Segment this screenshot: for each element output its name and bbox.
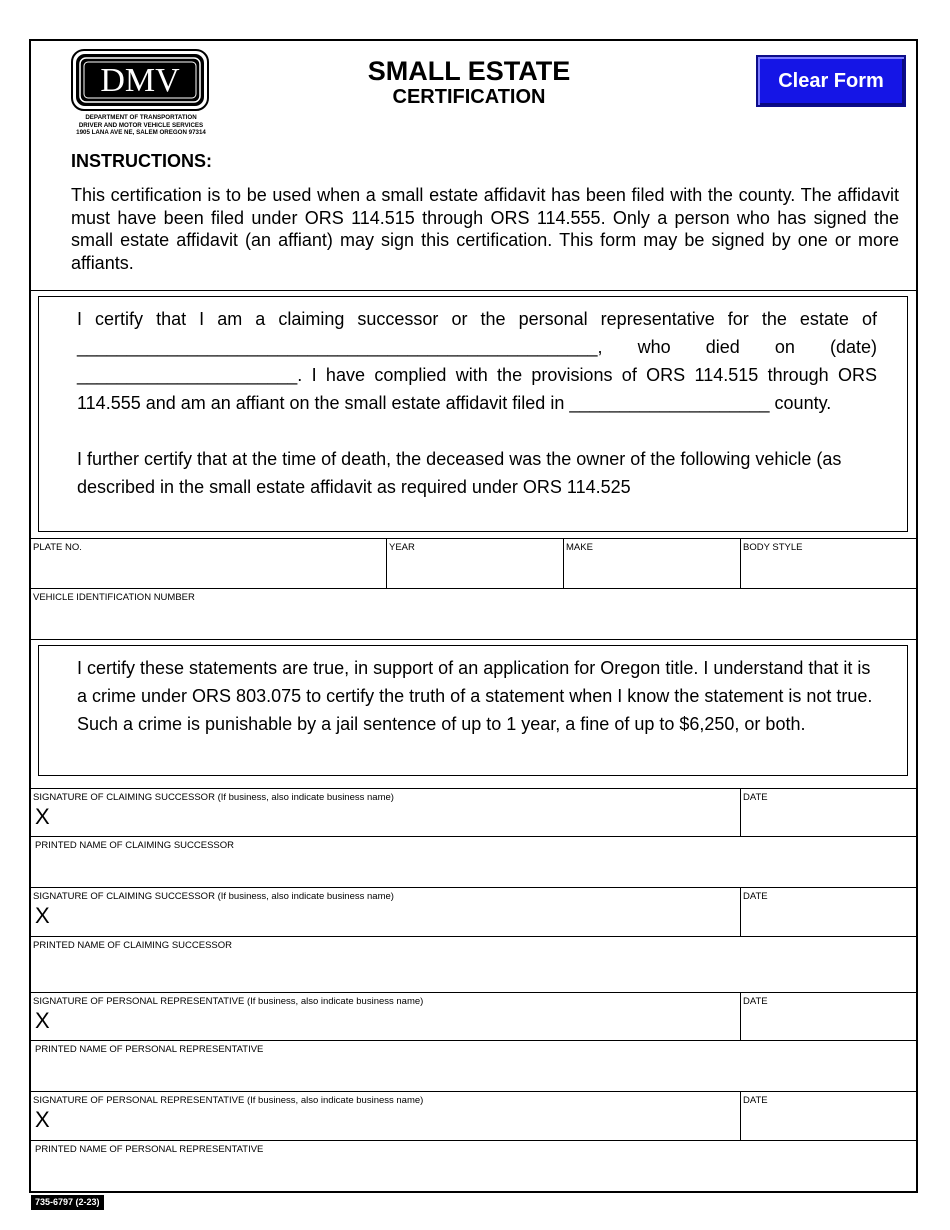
date-field[interactable] (740, 888, 916, 936)
clear-form-button[interactable]: Clear Form (756, 55, 906, 107)
date-field[interactable] (740, 1092, 916, 1140)
date-label: DATE (743, 996, 768, 1007)
printed-name-row (31, 936, 916, 992)
signature-x-mark: X (35, 1107, 50, 1132)
instructions-title: INSTRUCTIONS: (71, 151, 212, 171)
vin-field[interactable] (31, 589, 916, 639)
printed-name-label: PRINTED NAME OF PERSONAL REPRESENTATIVE (35, 1044, 264, 1055)
claiming-successor-printed-name-field[interactable] (31, 837, 916, 887)
date-field[interactable] (740, 993, 916, 1040)
vehicle-row-1 (31, 538, 916, 588)
printed-name-label: PRINTED NAME OF CLAIMING SUCCESSOR (35, 840, 234, 851)
form-number-badge: 735-6797 (2-23) (31, 1195, 104, 1210)
printed-name-label: PRINTED NAME OF CLAIMING SUCCESSOR (33, 940, 232, 951)
certification-paragraph: I certify that I am a claiming successor or the personal representative for the estate of ____________________________________________________, who died on (date) ______________________. I have complied with the provisions of ORS 114.515 through ORS 114.555 and am an affiant on the small estate affidavit filed in ____________________ county. (77, 309, 877, 413)
signature-label: SIGNATURE OF PERSONAL REPRESENTATIVE (If business, also indicate business name) (33, 996, 424, 1007)
printed-name-row (31, 1140, 916, 1191)
ownership-paragraph: I further certify that at the time of death, the deceased was the owner of the following vehicle (as described in the small estate affidavit as required under ORS 114.525 (77, 449, 842, 497)
vin-label: VEHICLE IDENTIFICATION NUMBER (33, 592, 195, 603)
date-label: DATE (743, 891, 768, 902)
printed-name-row (31, 1040, 916, 1091)
certification-box (38, 296, 908, 532)
form-title: SMALL ESTATE (367, 56, 571, 86)
date-label: DATE (743, 1095, 768, 1106)
printed-name-label: PRINTED NAME OF PERSONAL REPRESENTATIVE (35, 1144, 264, 1155)
signature-row (31, 887, 916, 936)
printed-name-row (31, 836, 916, 887)
vehicle-table (31, 538, 916, 639)
personal-representative-signature-field[interactable] (31, 1092, 740, 1140)
personal-representative-signature-field[interactable] (31, 993, 740, 1040)
plate-field[interactable] (31, 539, 386, 588)
logo-text: DMV (100, 62, 180, 99)
form-sheet (29, 39, 918, 1193)
agency-line-2: DRIVER AND MOTOR VEHICLE SERVICES (78, 121, 204, 129)
signature-row (31, 1091, 916, 1140)
agency-line-3: 1905 LANA AVE NE, SALEM OREGON 97314 (76, 129, 206, 137)
make-field[interactable] (563, 539, 740, 588)
personal-representative-printed-name-field[interactable] (31, 1141, 916, 1191)
instructions-text: This certification is to be used when a small estate affidavit has been filed with the county. The affidavit must have been filed under ORS 114.515 through ORS 114.555. Only a person who has signed the small estate affidavit (an affiant) may sign this certification. This form may be signed by one or more affiants. (71, 185, 899, 273)
signature-label: SIGNATURE OF CLAIMING SUCCESSOR (If business, also indicate business name) (33, 792, 394, 803)
claiming-successor-printed-name-field[interactable] (31, 937, 916, 992)
vehicle-row-2 (31, 588, 916, 639)
plate-label: PLATE NO. (33, 542, 82, 553)
signature-x-mark: X (35, 1008, 50, 1033)
make-label: MAKE (566, 542, 593, 553)
agency-line-1: DEPARTMENT OF TRANSPORTATION (85, 114, 197, 121)
signature-x-mark: X (35, 804, 50, 829)
truth-statement-box (38, 645, 908, 776)
claiming-successor-signature-field[interactable] (31, 888, 740, 936)
signature-label: SIGNATURE OF PERSONAL REPRESENTATIVE (If business, also indicate business name) (33, 1095, 424, 1106)
body-style-field[interactable] (740, 539, 916, 588)
table-bottom-line (31, 639, 916, 640)
section-divider (31, 290, 916, 291)
personal-representative-printed-name-field[interactable] (31, 1041, 916, 1091)
signature-x-mark: X (35, 903, 50, 928)
signature-label: SIGNATURE OF CLAIMING SUCCESSOR (If business, also indicate business name) (33, 891, 394, 902)
date-label: DATE (743, 792, 768, 803)
dmv-logo (71, 49, 209, 111)
year-field[interactable] (386, 539, 563, 588)
signature-row (31, 788, 916, 836)
body-style-label: BODY STYLE (743, 542, 803, 553)
signature-row (31, 992, 916, 1040)
date-field[interactable] (740, 789, 916, 836)
claiming-successor-signature-field[interactable] (31, 789, 740, 836)
year-label: YEAR (389, 542, 415, 553)
form-subtitle: CERTIFICATION (392, 86, 546, 108)
agency-address (51, 114, 231, 137)
truth-statement: I certify these statements are true, in support of an application for Oregon title. I understand that it is a crime under ORS 803.075 to certify the truth of a statement when I know the statement is not true. Such a crime is punishable by a jail sentence of up to 1 year, a fine of up to $6,250, or both. (77, 658, 873, 734)
